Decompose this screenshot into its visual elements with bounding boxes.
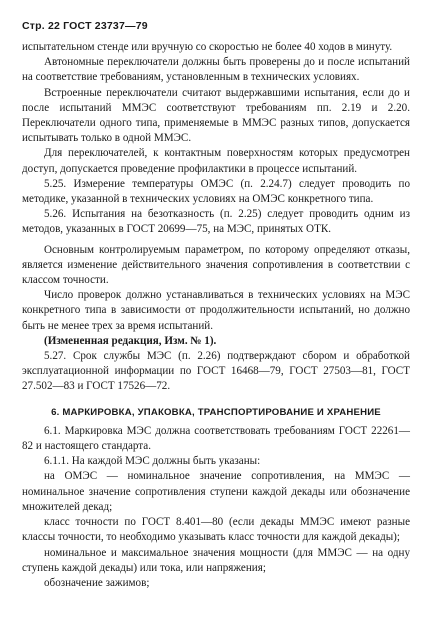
page-header: Стр. 22 ГОСТ 23737—79 [22, 20, 148, 32]
paragraph: Для переключателей, к контактным поверхностям которых предусмотрен доступ, допускается проведение профилактики в процессе испытаний. [22, 147, 410, 175]
clause-6-1: 6.1. Маркировка МЭС должна соответствовать требованиям ГОСТ 22261—82 и настоящего стандарта. [22, 424, 410, 453]
list-item: на ОМЭС — номинальное значение сопротивления, на ММЭС — номинальное значение сопротивления ступени каждой декады или обозначение множителей декад; [22, 470, 410, 513]
paragraph: Число проверок должно устанавливаться в технических условиях на МЭС конкретного типа в зависимости от продолжительности испытаний, но должно быть не менее трех за время испытаний. [22, 289, 410, 332]
section-title: 6. МАРКИРОВКА, УПАКОВКА, ТРАНСПОРТИРОВАНИЕ И ХРАНЕНИЕ [51, 406, 381, 418]
list-item: класс точности по ГОСТ 8.401—80 (если декады ММЭС имеют разные классы точности, то необходимо указывать класс точности для каждой декады); [22, 516, 410, 544]
list-item: обозначение зажимов; [44, 576, 150, 589]
paragraph: Автономные переключатели должны быть проверены до и после испытаний на соответствие требованиям, установленным в технических условиях. [22, 56, 410, 84]
amendment-note: (Измененная редакция, Изм. № 1). [44, 334, 217, 347]
paragraph: Основным контролируемым параметром, по которому определяют отказы, является изменение действительного значения сопротивления в соответствии с классом точности. [22, 243, 410, 287]
clause-5-26: 5.26. Испытания на безотказность (п. 2.25) следует проводить одним из методов, указанных в ГОСТ 20699—75, на МЭС, принятых ОТК. [22, 208, 410, 236]
list-item: номинальное и максимальное значения мощности (для ММЭС — на одну ступень каждой декады) или тока, или напряжения; [22, 546, 410, 574]
clause-6-1-1: 6.1.1. На каждой МЭС должны быть указаны: [44, 455, 261, 468]
paragraph: Встроенные переключатели считают выдержавшими испытания, если до и после испытаний ММЭС соответствуют требованиям пп. 2.19 и 2.20. Переключатели одного типа, применяемые в ММЭС разных типов, допускается испытывать только в одной ММЭС. [22, 86, 410, 145]
clause-5-25: 5.25. Измерение температуры ОМЭС (п. 2.24.7) следует проводить по методике, указанной в технических условиях на ОМЭС конкретного типа. [22, 177, 410, 206]
document-body [22, 40, 410, 591]
clause-5-27: 5.27. Срок службы МЭС (п. 2.26) подтверждают сбором и обработкой эксплуатационной информации по ГОСТ 16468—79, ГОСТ 27503—81, ГОСТ 27.502—83 и ГОСТ 17526—72. [22, 350, 410, 393]
paragraph: испытательном стенде или вручную со скоростью не более 40 ходов в минуту. [22, 41, 393, 53]
